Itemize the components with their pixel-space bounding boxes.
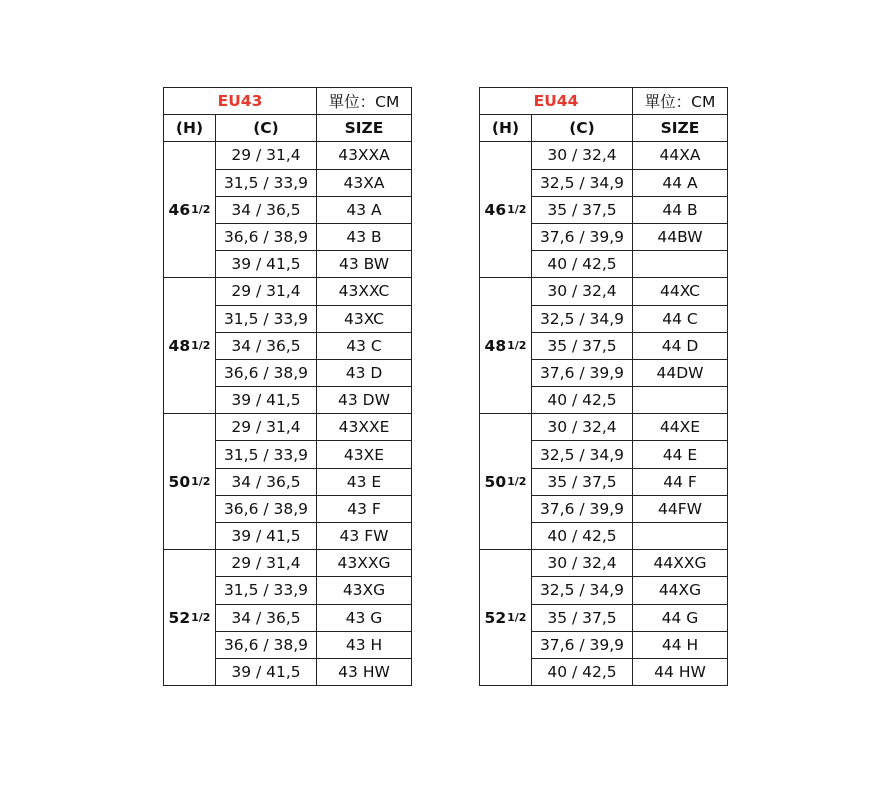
size-cell: 44 C — [633, 305, 728, 332]
size-cell: 43XXE — [317, 414, 412, 441]
c-cell: 39 / 41,5 — [216, 523, 317, 550]
size-cell: 44 H — [633, 631, 728, 658]
header-h: (H) — [480, 115, 532, 142]
size-cell — [633, 387, 728, 414]
size-cell: 44 A — [633, 169, 728, 196]
size-table-eu44 — [479, 87, 728, 686]
size-cell: 43 HW — [317, 658, 412, 685]
h-value: 46 — [484, 200, 507, 219]
c-cell: 37,6 / 39,9 — [532, 495, 633, 522]
size-cell: 43XC — [317, 305, 412, 332]
model-label: EU43 — [164, 88, 317, 115]
h-fraction: 1/2 — [507, 338, 527, 352]
c-cell: 36,6 / 38,9 — [216, 631, 317, 658]
header-row — [164, 115, 412, 142]
size-cell: 43 E — [317, 468, 412, 495]
table-row — [164, 550, 412, 577]
size-cell: 43 A — [317, 196, 412, 223]
c-cell: 40 / 42,5 — [532, 251, 633, 278]
size-cell: 44XG — [633, 577, 728, 604]
header-size: SIZE — [633, 115, 728, 142]
title-row — [164, 88, 412, 115]
c-cell: 31,5 / 33,9 — [216, 305, 317, 332]
c-cell: 34 / 36,5 — [216, 468, 317, 495]
table-row — [480, 414, 728, 441]
h-cell — [480, 414, 532, 550]
h-fraction: 1/2 — [191, 610, 211, 624]
c-cell: 29 / 31,4 — [216, 414, 317, 441]
unit-label: 單位：CM — [317, 88, 412, 115]
h-fraction: 1/2 — [191, 338, 211, 352]
size-cell: 43XE — [317, 441, 412, 468]
size-cell: 43XXG — [317, 550, 412, 577]
c-cell: 31,5 / 33,9 — [216, 577, 317, 604]
h-value: 52 — [484, 608, 507, 627]
size-cell: 43XG — [317, 577, 412, 604]
h-value: 52 — [168, 608, 191, 627]
h-cell — [480, 142, 532, 278]
table-row — [164, 414, 412, 441]
size-cell: 43 H — [317, 631, 412, 658]
c-cell: 40 / 42,5 — [532, 387, 633, 414]
c-cell: 39 / 41,5 — [216, 251, 317, 278]
table-row — [164, 278, 412, 305]
table-row — [164, 142, 412, 169]
c-cell: 32,5 / 34,9 — [532, 577, 633, 604]
c-cell: 30 / 32,4 — [532, 278, 633, 305]
header-row — [480, 115, 728, 142]
size-cell: 44XA — [633, 142, 728, 169]
header-size: SIZE — [317, 115, 412, 142]
size-cell: 43XA — [317, 169, 412, 196]
size-cell: 43 FW — [317, 523, 412, 550]
size-cell: 44DW — [633, 359, 728, 386]
size-cell: 43XXA — [317, 142, 412, 169]
h-cell — [164, 414, 216, 550]
size-cell: 44 G — [633, 604, 728, 631]
model-label: EU44 — [480, 88, 633, 115]
size-cell: 44BW — [633, 223, 728, 250]
h-value: 48 — [168, 336, 191, 355]
h-value: 48 — [484, 336, 507, 355]
c-cell: 29 / 31,4 — [216, 278, 317, 305]
c-cell: 32,5 / 34,9 — [532, 305, 633, 332]
c-cell: 35 / 37,5 — [532, 468, 633, 495]
c-cell: 34 / 36,5 — [216, 196, 317, 223]
c-cell: 34 / 36,5 — [216, 604, 317, 631]
h-cell — [480, 550, 532, 686]
size-cell: 43 C — [317, 332, 412, 359]
size-cell: 44XE — [633, 414, 728, 441]
c-cell: 31,5 / 33,9 — [216, 169, 317, 196]
h-cell — [480, 278, 532, 414]
unit-label: 單位：CM — [633, 88, 728, 115]
c-cell: 36,6 / 38,9 — [216, 359, 317, 386]
title-row — [480, 88, 728, 115]
h-value: 50 — [168, 472, 191, 491]
size-cell — [633, 251, 728, 278]
c-cell: 29 / 31,4 — [216, 142, 317, 169]
c-cell: 29 / 31,4 — [216, 550, 317, 577]
table-row — [480, 550, 728, 577]
size-cell: 43 DW — [317, 387, 412, 414]
size-cell: 44XXG — [633, 550, 728, 577]
c-cell: 36,6 / 38,9 — [216, 495, 317, 522]
size-cell: 44 D — [633, 332, 728, 359]
h-cell — [164, 550, 216, 686]
c-cell: 32,5 / 34,9 — [532, 169, 633, 196]
c-cell: 30 / 32,4 — [532, 414, 633, 441]
h-cell — [164, 142, 216, 278]
h-cell — [164, 278, 216, 414]
c-cell: 30 / 32,4 — [532, 550, 633, 577]
size-cell: 44 F — [633, 468, 728, 495]
size-table-eu43 — [163, 87, 412, 686]
h-fraction: 1/2 — [507, 610, 527, 624]
c-cell: 37,6 / 39,9 — [532, 359, 633, 386]
c-cell: 35 / 37,5 — [532, 196, 633, 223]
c-cell: 40 / 42,5 — [532, 523, 633, 550]
c-cell: 37,6 / 39,9 — [532, 631, 633, 658]
h-fraction: 1/2 — [507, 202, 527, 216]
c-cell: 34 / 36,5 — [216, 332, 317, 359]
table-row — [480, 278, 728, 305]
c-cell: 39 / 41,5 — [216, 387, 317, 414]
h-fraction: 1/2 — [191, 474, 211, 488]
size-cell: 43 D — [317, 359, 412, 386]
size-cell: 43 F — [317, 495, 412, 522]
c-cell: 32,5 / 34,9 — [532, 441, 633, 468]
c-cell: 30 / 32,4 — [532, 142, 633, 169]
c-cell: 35 / 37,5 — [532, 332, 633, 359]
size-cell: 43 G — [317, 604, 412, 631]
header-h: (H) — [164, 115, 216, 142]
header-c: (C) — [216, 115, 317, 142]
c-cell: 37,6 / 39,9 — [532, 223, 633, 250]
size-cell: 44FW — [633, 495, 728, 522]
size-cell: 43 BW — [317, 251, 412, 278]
table-row — [480, 142, 728, 169]
c-cell: 36,6 / 38,9 — [216, 223, 317, 250]
size-cell: 44 E — [633, 441, 728, 468]
h-fraction: 1/2 — [191, 202, 211, 216]
size-cell — [633, 523, 728, 550]
h-fraction: 1/2 — [507, 474, 527, 488]
size-cell: 44XC — [633, 278, 728, 305]
size-cell: 44 HW — [633, 658, 728, 685]
c-cell: 35 / 37,5 — [532, 604, 633, 631]
size-cell: 43 B — [317, 223, 412, 250]
h-value: 50 — [484, 472, 507, 491]
h-value: 46 — [168, 200, 191, 219]
size-cell: 43XXC — [317, 278, 412, 305]
c-cell: 40 / 42,5 — [532, 658, 633, 685]
size-cell: 44 B — [633, 196, 728, 223]
c-cell: 39 / 41,5 — [216, 658, 317, 685]
header-c: (C) — [532, 115, 633, 142]
c-cell: 31,5 / 33,9 — [216, 441, 317, 468]
